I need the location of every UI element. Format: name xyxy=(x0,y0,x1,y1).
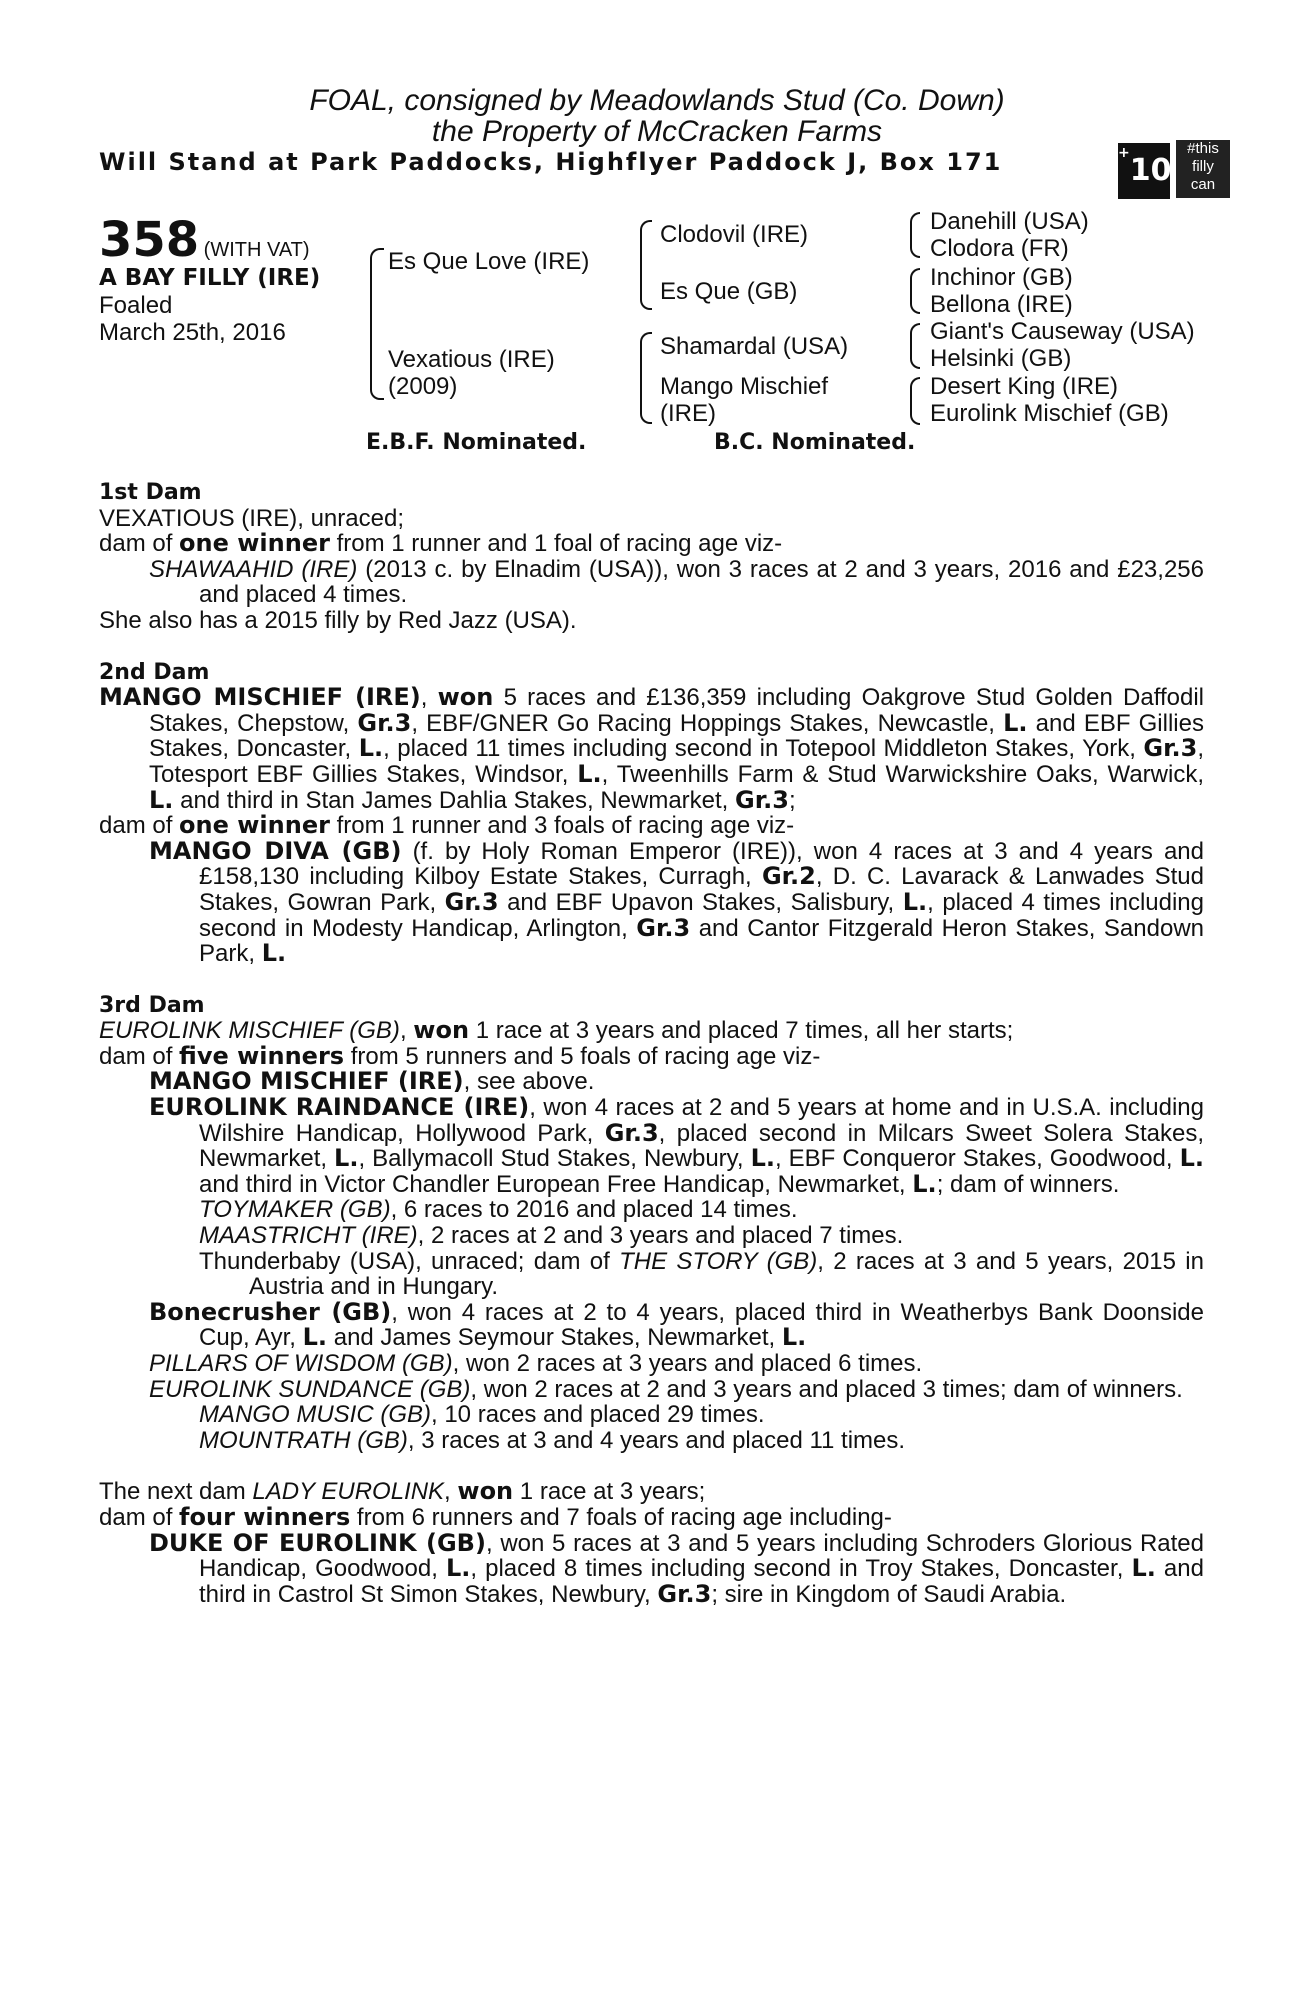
sire-sire-sire: Danehill (USA) xyxy=(930,208,1089,235)
dam-sire: Shamardal (USA) xyxy=(660,333,849,360)
header-consignor: FOAL, consigned by Meadowlands Stud (Co. Down) xyxy=(309,84,1005,117)
this-filly-can-logo xyxy=(1176,140,1230,198)
foaled-label: Foaled xyxy=(99,292,173,319)
dam-dam-sire: Desert King (IRE) xyxy=(930,373,1119,400)
brace-3d xyxy=(910,377,920,425)
third-dam-grandfoal-5: MOUNTRATH (GB), 3 races at 3 and 4 years and placed 11 times. xyxy=(199,1426,906,1454)
first-dam-line: VEXATIOUS (IRE), unraced; xyxy=(99,504,404,532)
badge-number: 10 xyxy=(1129,153,1172,188)
first-dam-note: She also has a 2015 filly by Red Jazz (USA). xyxy=(99,606,577,634)
badge-plus: + xyxy=(1118,145,1130,161)
sire-sire: Clodovil (IRE) xyxy=(660,221,809,248)
third-dam-grandfoal-4: MANGO MUSIC (GB), 10 races and placed 29 times. xyxy=(199,1401,765,1429)
third-dam-foal-2: EUROLINK RAINDANCE (IRE), won 4 races at 2 and 5 years at home and in U.S.A. including Wilshire Handicap, Hollywood Park, Gr.3, placed second in Milcars Sweet Solera Stakes, Newmarket, L., Ballymacoll Stud Stakes, Newbury, L., EBF Conqueror Stakes, Goodwood, L. and third in Victor Chandler European Free Handicap, Newmarket, L.; dam of winners. xyxy=(149,1093,1205,1198)
third-dam-foal-3: Bonecrusher (GB), won 4 races at 2 to 4 years, placed third in Weatherbys Bank Doonside Cup, Ayr, L. and James Seymour Stakes, Newmarket, L. xyxy=(149,1297,1204,1352)
sire-dam-dam: Bellona (IRE) xyxy=(930,291,1073,318)
next-dam-foal: DUKE OF EUROLINK (GB), won 5 races at 3 and 5 years including Schroders Glorious Rated Handicap, Goodwood, L., placed 8 times including second in Troy Stakes, Doncaster, L. and third in Castrol St Simon Stakes, Newbury, Gr.3; sire in Kingdom of Saudi Arabia. xyxy=(149,1528,1204,1608)
dam-year: (2009) xyxy=(388,373,458,400)
third-dam-grandfoal-2: MAASTRICHT (IRE), 2 races at 2 and 3 years and placed 7 times. xyxy=(199,1222,904,1250)
dam-dam-country: (IRE) xyxy=(660,400,716,427)
pedigree-brace-main xyxy=(370,248,384,400)
third-dam-heading: 3rd Dam xyxy=(99,992,205,1018)
catalogue-body xyxy=(99,480,1204,1607)
dam-sire-sire: Giant's Causeway (USA) xyxy=(930,318,1195,345)
header-location: Will Stand at Park Paddocks, Highflyer Paddock J, Box 171 xyxy=(99,148,1003,176)
vat-note: (WITH VAT) xyxy=(203,239,310,261)
second-dam-heading: 2nd Dam xyxy=(99,659,210,685)
dam-dam: Mango Mischief xyxy=(660,373,829,400)
sire-sire-dam: Clodora (FR) xyxy=(930,235,1069,262)
badge-tag-3: can xyxy=(1190,176,1216,193)
lot-number: 358 xyxy=(99,212,200,268)
third-dam-foal-5: EUROLINK SUNDANCE (GB), won 2 races at 2 and 3 years and placed 3 times; dam of winners. xyxy=(149,1375,1183,1403)
foaled-date: March 25th, 2016 xyxy=(99,319,286,346)
next-dam-produce: dam of four winners from 6 runners and 7 foals of racing age including- xyxy=(99,1502,892,1531)
lot-name: A BAY FILLY (IRE) xyxy=(99,265,321,291)
third-dam-produce: dam of five winners from 5 runners and 5 foals of racing age viz- xyxy=(99,1041,821,1070)
first-dam-heading: 1st Dam xyxy=(99,480,202,505)
brace-3a xyxy=(910,212,920,258)
sire: Es Que Love (IRE) xyxy=(388,248,590,275)
dam-sire-dam: Helsinki (GB) xyxy=(930,345,1072,372)
ebf-nominated: E.B.F. Nominated. xyxy=(366,430,587,455)
third-dam-foal-1: MANGO MISCHIEF (IRE), see above. xyxy=(149,1067,595,1096)
next-dam-record: The next dam LADY EUROLINK, won 1 race at 3 years; xyxy=(99,1477,706,1506)
third-dam-grandfoal-3: Thunderbaby (USA), unraced; dam of THE STORY (GB), 2 races at 3 and 5 years, 2015 in Austria and in Hungary. xyxy=(199,1247,1204,1301)
second-dam-produce: dam of one winner from 1 runner and 3 foals of racing age viz- xyxy=(99,811,795,840)
bc-nominated: B.C. Nominated. xyxy=(714,430,916,455)
brace-3b xyxy=(910,268,920,314)
pedigree-brace-sire xyxy=(640,220,652,310)
second-dam-record: MANGO MISCHIEF (IRE), won 5 races and £136,359 including Oakgrove Stud Golden Daffodil Stakes, Chepstow, Gr.3, EBF/GNER Go Racing Hoppings Stakes, Newcastle, L. and EBF Gillies Stakes, Doncaster, L., placed 11 times including second in Totepool Middleton Stakes, York, Gr.3, Totesport EBF Gillies Stakes, Windsor, L., Tweenhills Farm & Stud Warwickshire Oaks, Warwick, L. and third in Stan James Dahlia Stakes, Newmarket, Gr.3; xyxy=(99,683,1204,814)
ten-logo-icon xyxy=(1118,143,1170,199)
sire-dam: Es Que (GB) xyxy=(660,278,798,305)
badge-tag-2: filly xyxy=(1192,158,1214,175)
lot-number-line xyxy=(99,212,310,268)
sire-dam-sire: Inchinor (GB) xyxy=(930,264,1073,291)
third-dam-foal-4: PILLARS OF WISDOM (GB), won 2 races at 3 years and placed 6 times. xyxy=(149,1350,923,1377)
dam: Vexatious (IRE) xyxy=(388,346,555,373)
third-dam-record: EUROLINK MISCHIEF (GB), won 1 race at 3 years and placed 7 times, all her starts; xyxy=(99,1016,1014,1045)
first-dam-foal: SHAWAAHID (IRE) (2013 c. by Elnadim (USA)), won 3 races at 2 and 3 years, 2016 and £23,256 and placed 4 times. xyxy=(149,555,1204,609)
pedigree-brace-dam xyxy=(640,332,652,424)
second-dam-foal: MANGO DIVA (GB) (f. by Holy Roman Emperor (IRE)), won 4 races at 3 and 4 years and £158,130 including Kilboy Estate Stakes, Curragh, Gr.2, D. C. Lavarack & Lanwades Stud Stakes, Gowran Park, Gr.3 and EBF Upavon Stakes, Salisbury, L., placed 4 times including second in Modesty Handicap, Arlington, Gr.3 and Cantor Fitzgerald Heron Stakes, Sandown Park, L. xyxy=(149,836,1204,968)
dam-dam-dam: Eurolink Mischief (GB) xyxy=(930,400,1169,427)
third-dam-grandfoal-1: TOYMAKER (GB), 6 races to 2016 and placed 14 times. xyxy=(199,1196,798,1224)
brace-3c xyxy=(910,323,920,369)
header-property: the Property of McCracken Farms xyxy=(431,115,883,148)
badge-tag-1: #this xyxy=(1187,140,1219,157)
first-dam-produce: dam of one winner from 1 runner and 1 foal of racing age viz- xyxy=(99,529,783,558)
